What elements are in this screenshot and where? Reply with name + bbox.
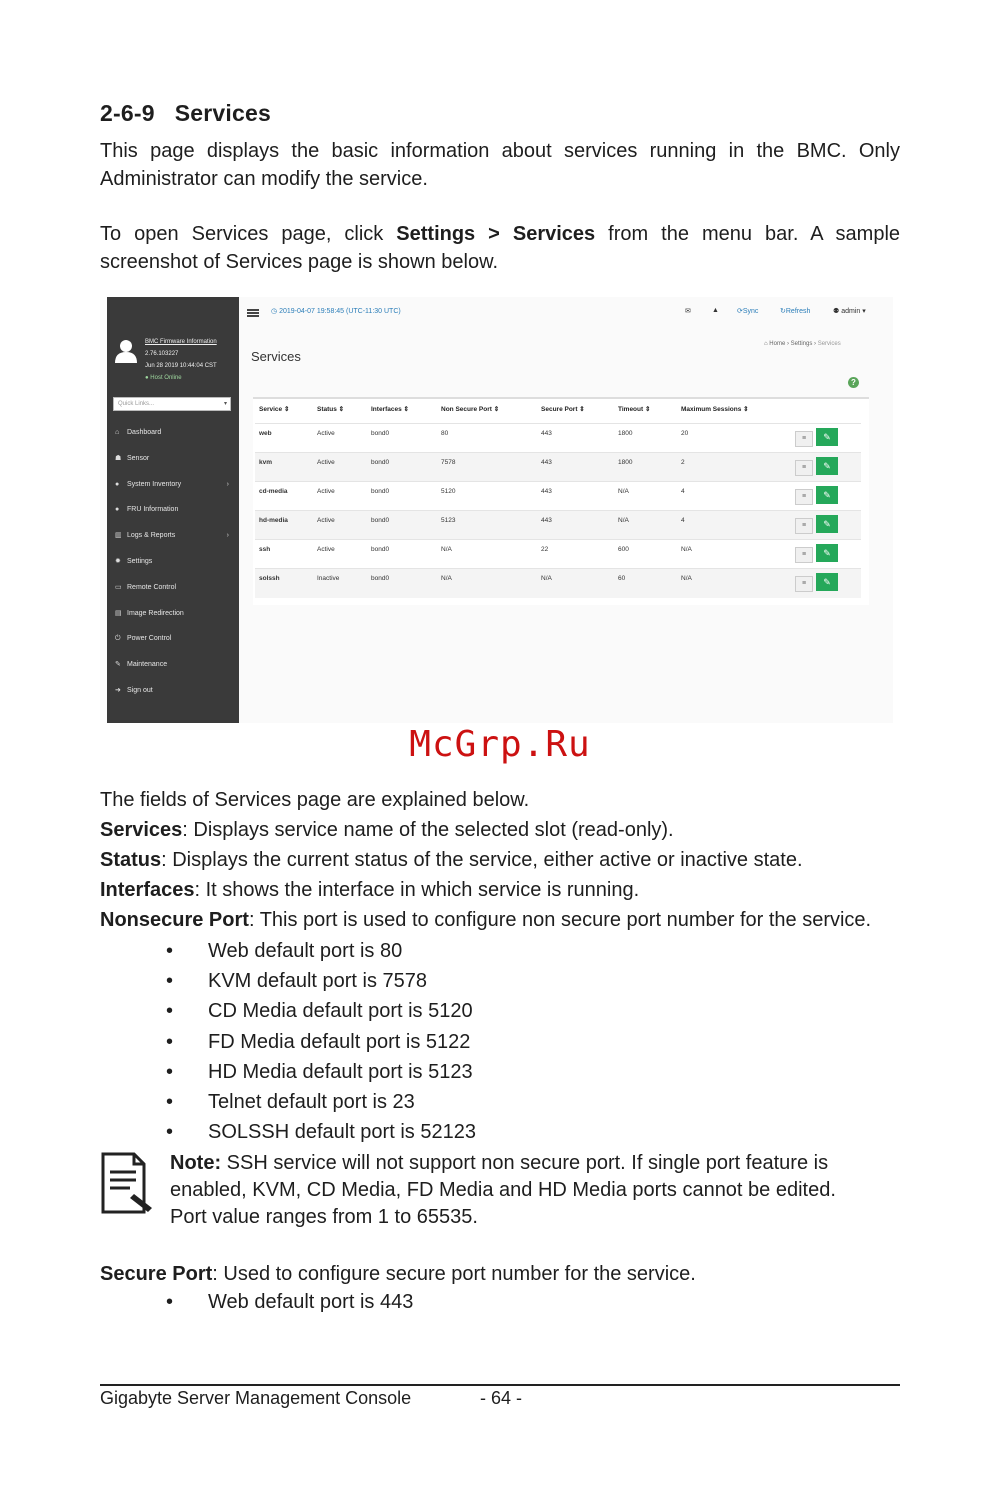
table-cell: 4 xyxy=(681,517,685,524)
bullet-icon: • xyxy=(166,1030,174,1053)
edit-icon[interactable]: ✎ xyxy=(816,428,838,446)
sidebar-item-image-redirection[interactable] xyxy=(115,607,235,621)
sidebar-item-label: Dashboard xyxy=(127,429,162,436)
monitor-icon: ▭ xyxy=(115,583,122,591)
sidebar-item-logs-reports[interactable] xyxy=(115,529,235,543)
table-cell: 443 xyxy=(541,459,552,466)
table-cell: solssh xyxy=(259,575,280,582)
bullet-icon: • xyxy=(166,1060,174,1083)
chevron-right-icon: › xyxy=(226,480,229,488)
table-cell: 443 xyxy=(541,517,552,524)
view-button[interactable]: ≡ xyxy=(795,547,813,563)
bullet-icon: • xyxy=(166,1121,174,1144)
wrench-icon: ✎ xyxy=(115,661,121,669)
bullet-icon: • xyxy=(166,1091,174,1113)
table-cell: kvm xyxy=(259,459,273,466)
table-cell: N/A xyxy=(541,575,552,582)
quick-links-select[interactable]: Quick Links... ▾ xyxy=(113,397,231,411)
table-cell: Active xyxy=(317,459,335,466)
hamburger-menu-icon[interactable] xyxy=(247,309,259,317)
sidebar-item-label: Power Control xyxy=(127,635,172,643)
sync-button[interactable]: ⟳Sync xyxy=(737,308,759,315)
table-cell: 7578 xyxy=(441,459,456,466)
table-cell: 80 xyxy=(441,430,449,437)
sidebar-item-label: Sensor xyxy=(127,454,150,462)
table-cell: web xyxy=(259,430,272,437)
column-header[interactable]: Secure Port ⇕ xyxy=(541,406,585,413)
view-button[interactable]: ≡ xyxy=(795,489,813,505)
sidebar-item-label: Settings xyxy=(127,558,153,565)
intro-paragraph: This page displays the basic information about services running in the BMC. Only Administrator can modify the service. xyxy=(100,140,900,190)
column-header[interactable]: Interfaces ⇕ xyxy=(371,406,409,413)
table-cell: N/A xyxy=(681,546,692,553)
table-cell: Inactive xyxy=(317,575,340,582)
field-nonsecure-port: Nonsecure Port: This port is used to configure non secure port number for the service. xyxy=(100,909,872,931)
user-menu[interactable]: ⚉ admin ▾ xyxy=(833,308,866,315)
section-number: 2-6-9 xyxy=(100,100,155,126)
user-avatar-icon xyxy=(115,339,137,363)
table-cell: N/A xyxy=(618,517,629,524)
sign-out-icon: ➜ xyxy=(115,687,121,694)
field-status: Status: Displays the current status of the service, either active or inactive state. xyxy=(100,849,803,871)
edit-icon[interactable]: ✎ xyxy=(816,515,838,533)
sidebar-item-label: Logs & Reports xyxy=(127,532,176,540)
firmware-info xyxy=(145,336,217,384)
breadcrumb-home[interactable]: Home xyxy=(769,341,786,347)
sidebar xyxy=(107,297,239,723)
table-cell: N/A xyxy=(681,575,692,582)
table-cell: hd-media xyxy=(259,517,288,524)
list-item: • Web default port is 80 xyxy=(166,937,402,965)
column-header[interactable]: Maximum Sessions ⇕ xyxy=(681,406,749,413)
table-cell: bond0 xyxy=(371,517,390,524)
table-cell: bond0 xyxy=(371,430,390,437)
sidebar-item-sign-out[interactable] xyxy=(115,684,235,698)
table-cell: 443 xyxy=(541,488,552,495)
bullet-icon: • xyxy=(166,1291,174,1313)
services-screenshot xyxy=(107,297,893,723)
table-cell: Active xyxy=(317,430,335,437)
edit-icon[interactable]: ✎ xyxy=(816,486,838,504)
breadcrumb: ⌂ Home › Settings › Services xyxy=(764,341,841,347)
footer-rule xyxy=(100,1384,900,1386)
firmware-version: 2.76.103227 xyxy=(145,351,179,357)
fields-intro: The fields of Services page are explained below. xyxy=(100,789,530,811)
column-header[interactable]: Timeout ⇕ xyxy=(618,406,651,413)
sidebar-item-label: Sign out xyxy=(127,687,153,694)
mail-icon[interactable]: ✉ xyxy=(685,308,691,315)
note-label: Note: xyxy=(170,1152,222,1174)
table-cell: cd-media xyxy=(259,488,288,495)
sidebar-item-system-inventory[interactable] xyxy=(115,478,235,492)
chevron-right-icon: › xyxy=(226,532,229,540)
table-cell: Active xyxy=(317,517,335,524)
view-button[interactable]: ≡ xyxy=(795,431,813,447)
page-number: - 64 - xyxy=(480,1388,523,1408)
table-cell: 5123 xyxy=(441,517,456,524)
firmware-info-link[interactable]: BMC Firmware Information xyxy=(145,339,217,345)
table-cell: N/A xyxy=(441,546,452,553)
sidebar-item-remote-control[interactable] xyxy=(115,581,235,595)
disk-icon: ▤ xyxy=(115,609,122,617)
table-row xyxy=(255,568,861,598)
table-cell: 600 xyxy=(618,546,629,553)
sidebar-item-dashboard[interactable] xyxy=(115,426,235,440)
watermark: McGrp.Ru xyxy=(409,724,591,765)
bullet-icon: • xyxy=(166,970,174,993)
gear-icon: ✹ xyxy=(115,558,121,565)
table-cell: bond0 xyxy=(371,488,390,495)
sensor-icon: ☗ xyxy=(115,454,122,462)
table-row xyxy=(255,510,861,540)
table-row xyxy=(255,481,861,511)
footer-title: Gigabyte Server Management Console xyxy=(100,1388,412,1408)
note-text: Note: SSH service will not support non secure port. If single port feature is enabled, KVM, CD Media, FD Media and HD Media ports cannot be edited. Port value ranges from 1 to 65535. xyxy=(170,1152,836,1228)
sidebar-item-label: Maintenance xyxy=(127,661,168,669)
table-cell: 443 xyxy=(541,430,552,437)
table-cell: bond0 xyxy=(371,459,390,466)
bullet-icon: • xyxy=(166,940,174,962)
info-icon: ● xyxy=(115,480,120,488)
table-cell: 1800 xyxy=(618,459,633,466)
table-cell: bond0 xyxy=(371,575,390,582)
breadcrumb-settings[interactable]: Settings xyxy=(790,341,813,347)
sidebar-item-label: Image Redirection xyxy=(127,609,184,617)
section-title: Services xyxy=(174,100,271,126)
column-header[interactable]: Status ⇕ xyxy=(317,406,345,413)
table-cell: 2 xyxy=(681,459,685,466)
warning-icon[interactable]: ▲ xyxy=(712,307,719,314)
info-icon: ● xyxy=(115,506,120,514)
menu-path: Settings > Services xyxy=(396,223,596,245)
sidebar-item-fru-information[interactable] xyxy=(115,503,235,517)
table-cell: 4 xyxy=(681,488,685,495)
help-icon[interactable]: ? xyxy=(848,377,859,388)
view-button[interactable]: ≡ xyxy=(795,460,813,476)
list-item: • FD Media default port is 5122 xyxy=(166,1028,470,1056)
table-cell: Active xyxy=(317,488,335,495)
sidebar-item-label: FRU Information xyxy=(127,506,179,514)
list-item: • SOLSSH default port is 52123 xyxy=(166,1118,476,1146)
firmware-date: Jun 28 2019 10:44:04 CST xyxy=(145,363,217,369)
edit-icon[interactable]: ✎ xyxy=(816,573,838,591)
bullet-icon: • xyxy=(166,1000,174,1023)
table-cell: 1800 xyxy=(618,430,633,437)
column-header[interactable]: Service ⇕ xyxy=(259,406,290,413)
column-header[interactable]: Non Secure Port ⇕ xyxy=(441,406,500,413)
table-cell: ssh xyxy=(259,546,271,553)
list-item: • CD Media default port is 5120 xyxy=(166,997,473,1025)
table-cell: 22 xyxy=(541,546,549,553)
table-cell: 5120 xyxy=(441,488,456,495)
breadcrumb-current: Services xyxy=(817,341,841,347)
view-button[interactable]: ≡ xyxy=(795,518,813,534)
datetime-display: ◷ 2019-04-07 19:58:45 (UTC-11:30 UTC) xyxy=(271,308,401,315)
sidebar-item-power-control[interactable] xyxy=(115,632,235,646)
sidebar-item-label: Remote Control xyxy=(127,583,177,591)
table-cell: 20 xyxy=(681,430,689,437)
power-icon: ⏻ xyxy=(115,635,121,643)
table-cell: Active xyxy=(317,546,335,553)
sidebar-item-settings[interactable] xyxy=(115,555,235,569)
table-row xyxy=(255,452,861,482)
table-row xyxy=(255,539,861,569)
refresh-button[interactable]: ↻Refresh xyxy=(780,308,811,315)
field-services: Services: Displays service name of the selected slot (read-only). xyxy=(100,819,674,841)
host-status: ● Host Online xyxy=(145,375,182,381)
sidebar-item-label: System Inventory xyxy=(127,480,182,488)
open-instructions: To open Services page, click Settings > Services from the menu bar. A sample screenshot of Services page is shown below. xyxy=(100,223,901,273)
table-row xyxy=(255,423,861,453)
list-item: • Web default port is 443 xyxy=(166,1288,413,1316)
table-cell: N/A xyxy=(441,575,452,582)
table-cell: N/A xyxy=(618,488,629,495)
chevron-down-icon: ▾ xyxy=(223,401,227,407)
home-icon: ⌂ xyxy=(115,429,120,436)
sidebar-item-maintenance[interactable] xyxy=(115,658,235,672)
field-secure-port: Secure Port: Used to configure secure port number for the service. xyxy=(100,1263,696,1285)
list-item: • Telnet default port is 23 xyxy=(166,1088,415,1116)
edit-icon[interactable]: ✎ xyxy=(816,457,838,475)
field-interfaces: Interfaces: It shows the interface in which service is running. xyxy=(100,879,640,901)
list-item: • KVM default port is 7578 xyxy=(166,967,427,995)
sidebar-item-sensor[interactable] xyxy=(115,452,235,466)
table-cell: 60 xyxy=(618,575,626,582)
page-title: Services xyxy=(251,349,301,364)
edit-icon[interactable]: ✎ xyxy=(816,544,838,562)
home-icon: ⌂ xyxy=(764,341,768,347)
list-item: • HD Media default port is 5123 xyxy=(166,1058,473,1086)
chart-icon: ▥ xyxy=(115,532,122,540)
note-document-icon xyxy=(100,1150,154,1218)
table-cell: bond0 xyxy=(371,546,390,553)
section-heading xyxy=(100,100,271,127)
view-button[interactable]: ≡ xyxy=(795,576,813,592)
